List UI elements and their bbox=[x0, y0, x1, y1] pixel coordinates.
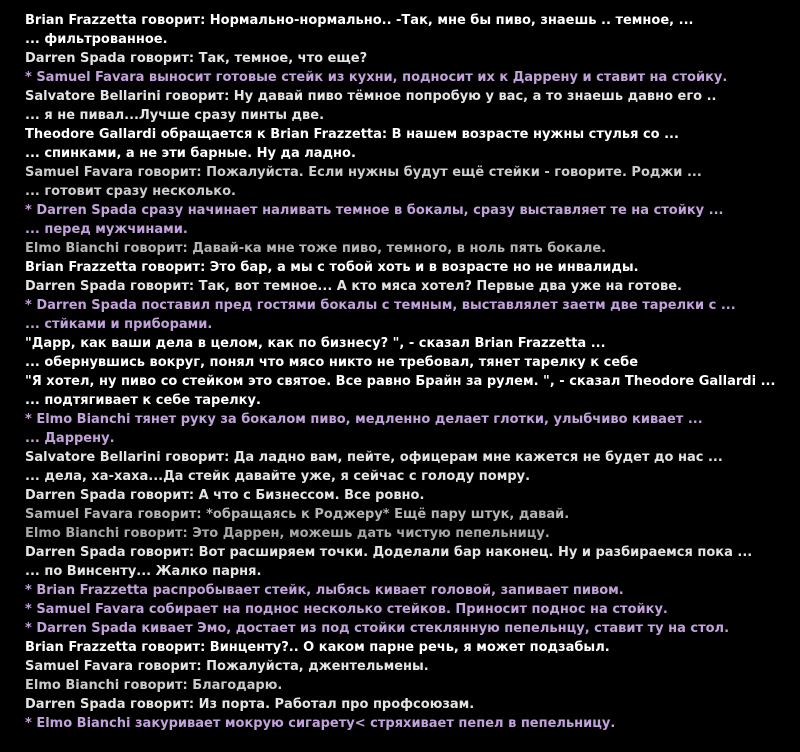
chat-message-line: Brian Frazzetta говорит: Винценту?.. О каком парне речь, я может подзабыл. bbox=[25, 640, 610, 655]
chat-message-line: Darren Spada говорит: Так, вот темное... А кто мяса хотел? Первые два уже на готове. bbox=[25, 279, 682, 294]
chat-message-line: ... фильтрованное. bbox=[25, 32, 168, 47]
chat-message-line: ... дела, ха-хаха...Да стейк давайте уже, я сейчас с голоду помру. bbox=[25, 469, 531, 484]
chat-message-line: Samuel Favara говорит: Пожалуйста, джентельмены. bbox=[25, 659, 429, 674]
chat-message-line: "Дарр, как ваши дела в целом, как по бизнесу? ", - сказал Brian Frazzetta ... bbox=[25, 336, 606, 351]
chat-message-line: Darren Spada говорит: А что с Бизнессом. Все ровно. bbox=[25, 488, 425, 503]
chat-action-line: * Darren Spada поставил пред гостями бокалы с темным, выставлялет заетм две тарелки с ... bbox=[25, 298, 736, 313]
chat-message-line: ... по Винсенту... Жалко парня. bbox=[25, 564, 262, 579]
chat-message-line: ... перед мужчинами. bbox=[25, 222, 188, 237]
chat-message-line: Brian Frazzetta говорит: Это бар, а мы с тобой хоть и в возрасте но не инвалиды. bbox=[25, 260, 639, 275]
chat-message-line: ... я не пивал...Лучше сразу пинты две. bbox=[25, 108, 325, 123]
chat-message-line: Samuel Favara говорит: *обращаясь к Роджеру* Ещё пару штук, давай. bbox=[25, 507, 570, 522]
chat-action-line: * Darren Spada кивает Эмо, достает из под стойки стеклянную пепельнцу, ставит ту на стол. bbox=[25, 621, 730, 636]
chat-log bbox=[25, 11, 795, 733]
chat-message-line: Theodore Gallardi обращается к Brian Frazzetta: В нашем возрасте нужны стулья со ... bbox=[25, 127, 679, 142]
chat-message-line: Darren Spada говорит: Вот расширяем точки. Доделали бар наконец. Ну и разбираемся пока ... bbox=[25, 545, 753, 560]
chat-message-line: Salvatore Bellarini говорит: Ну давай пиво тёмное попробую у вас, а то знаешь давно его .. bbox=[25, 89, 717, 104]
chat-message-line: ... стйками и приборами. bbox=[25, 317, 213, 332]
chat-message-line: ... подтягивает к себе тарелку. bbox=[25, 393, 261, 408]
chat-message-line: Darren Spada говорит: Из порта. Работал про профсоюзам. bbox=[25, 697, 475, 712]
chat-message-line: "Я хотел, ну пиво со стейком это святое. Все равно Брайн за рулем. ", - сказал Theodore Gallardi ... bbox=[25, 374, 776, 389]
chat-message-line: Darren Spada говорит: Так, темное, что еще? bbox=[25, 51, 368, 66]
chat-message-line: Samuel Favara говорит: Пожалуйста. Если нужны будут ещё стейки - говорите. Роджи ... bbox=[25, 165, 702, 180]
chat-message-line: ... готовит сразу несколько. bbox=[25, 184, 236, 199]
chat-message-line: Brian Frazzetta говорит: Нормально-нормально.. -Так, мне бы пиво, знаешь .. темное, ... bbox=[25, 13, 694, 28]
chat-action-line: * Darren Spada сразу начинает наливать темное в бокалы, сразу выставляет те на стойку ... bbox=[25, 203, 724, 218]
chat-message-line: ... обернувшись вокруг, понял что мясо никто не требовал, тянет тарелку к себе bbox=[25, 355, 639, 370]
chat-action-line: * Elmo Bianchi закуривает мокрую сигарету< стряхивает пепел в пепельницу. bbox=[25, 716, 616, 731]
chat-message-line: ... спинками, а не эти барные. Ну да ладно. bbox=[25, 146, 356, 161]
chat-message-line: Salvatore Bellarini говорит: Да ладно вам, пейте, офицерам мне кажется не будет до нас ... bbox=[25, 450, 723, 465]
chat-message-line: Elmo Bianchi говорит: Благодарю. bbox=[25, 678, 283, 693]
chat-action-line: * Elmo Bianchi тянет руку за бокалом пиво, медленно делает глотки, улыбчиво кивает ... bbox=[25, 412, 703, 427]
chat-action-line: * Brian Frazzetta распробывает стейк, лыбясь кивает головой, запивает пивом. bbox=[25, 583, 624, 598]
chat-action-line: * Samuel Favara выносит готовые стейк из кухни, подносит их к Даррену и ставит на стойку. bbox=[25, 70, 728, 85]
chat-message-line: ... Даррену. bbox=[25, 431, 115, 446]
chat-action-line: * Samuel Favara собирает на поднос несколько стейков. Приносит поднос на стойку. bbox=[25, 602, 668, 617]
chat-message-line: Elmo Bianchi говорит: Давай-ка мне тоже пиво, темного, в ноль пять бокале. bbox=[25, 241, 607, 256]
chat-message-line: Elmo Bianchi говорит: Это Даррен, можешь дать чистую пепельницу. bbox=[25, 526, 550, 541]
